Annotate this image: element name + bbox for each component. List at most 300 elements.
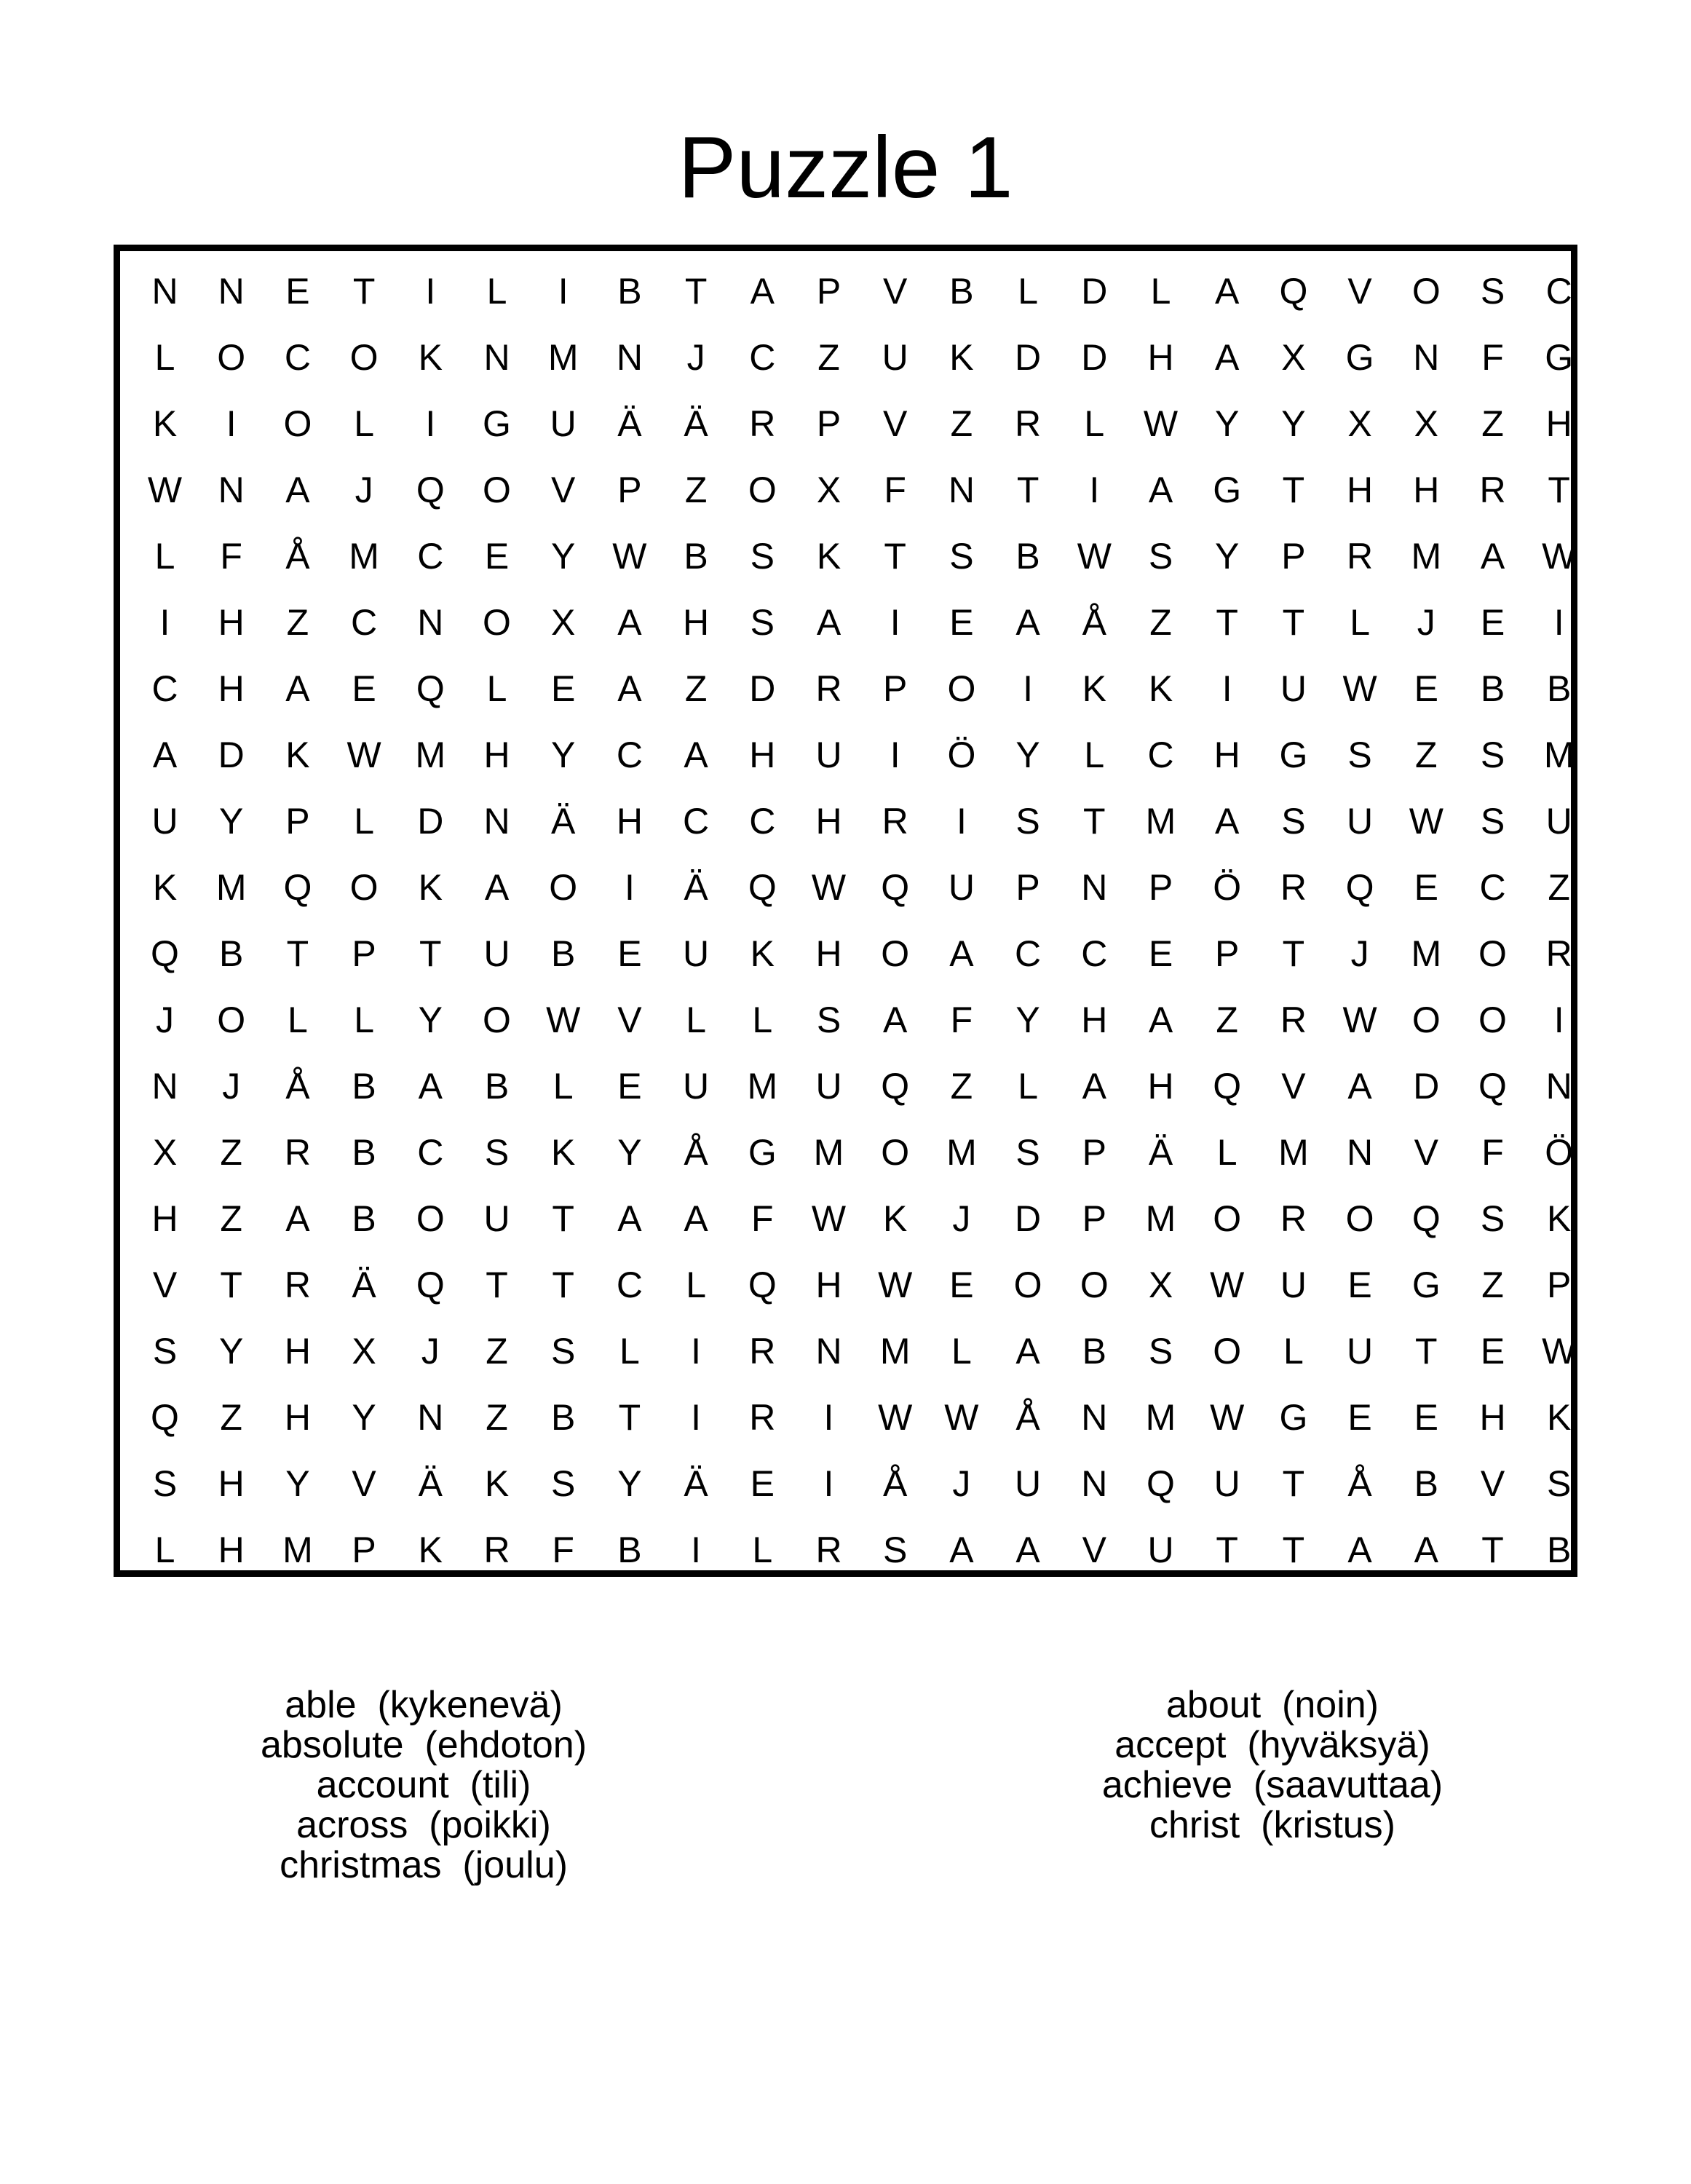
grid-cell[interactable]: Z [286,602,309,643]
grid-cell[interactable]: W [878,1397,913,1438]
grid-cell[interactable]: Z [950,403,973,444]
grid-cell[interactable]: S [1015,801,1040,842]
grid-cell[interactable]: J [355,470,373,510]
grid-cell[interactable]: K [1082,668,1106,709]
grid-cell[interactable]: S [484,1132,510,1173]
grid-cell[interactable]: F [220,536,242,577]
grid-cell[interactable]: J [952,1463,971,1504]
grid-cell[interactable]: V [352,1463,376,1504]
grid-cell[interactable]: G [1411,1265,1441,1305]
grid-cell[interactable]: L [154,536,175,577]
grid-cell[interactable]: T [552,1198,574,1239]
grid-cell[interactable]: B [617,271,642,312]
grid-cell[interactable]: B [1015,536,1040,577]
grid-cell[interactable]: V [1281,1066,1306,1107]
grid-cell[interactable]: M [1145,1397,1176,1438]
grid-cell[interactable]: P [617,470,642,510]
grid-cell[interactable]: I [425,271,436,312]
grid-cell[interactable]: Z [1415,735,1438,775]
grid-cell[interactable]: Å [1347,1463,1372,1504]
grid-cell[interactable]: Ö [1213,867,1242,908]
grid-cell[interactable]: F [552,1530,574,1570]
grid-cell[interactable]: M [1543,735,1575,775]
grid-cell[interactable]: L [553,1066,574,1107]
grid-cell[interactable]: R [483,1530,510,1570]
grid-cell[interactable]: Z [220,1198,242,1239]
grid-cell[interactable]: B [1414,1463,1438,1504]
grid-cell[interactable]: W [944,1397,979,1438]
grid-cell[interactable]: R [815,668,842,709]
grid-cell[interactable]: C [616,735,643,775]
grid-cell[interactable]: R [749,1331,776,1372]
grid-cell[interactable]: W [1542,536,1577,577]
grid-cell[interactable]: A [684,735,708,775]
grid-cell[interactable]: Q [283,867,312,908]
grid-cell[interactable]: T [1216,1530,1238,1570]
grid-cell[interactable]: A [1015,602,1040,643]
grid-cell[interactable]: M [1411,933,1442,974]
grid-cell[interactable]: L [354,1000,374,1040]
grid-cell[interactable]: C [683,801,710,842]
grid-cell[interactable]: U [1015,1463,1042,1504]
grid-cell[interactable]: M [547,337,579,378]
grid-cell[interactable]: Ö [947,735,976,775]
grid-cell[interactable]: D [417,801,444,842]
grid-cell[interactable]: Q [1345,867,1374,908]
grid-cell[interactable]: O [1213,1198,1242,1239]
grid-cell[interactable]: B [352,1066,376,1107]
grid-cell[interactable]: D [1081,271,1108,312]
grid-cell[interactable]: D [218,735,245,775]
grid-cell[interactable]: A [617,602,642,643]
grid-cell[interactable]: C [417,1132,444,1173]
grid-cell[interactable]: T [1548,470,1570,510]
grid-cell[interactable]: R [749,1397,776,1438]
grid-cell[interactable]: Q [416,470,445,510]
grid-cell[interactable]: S [750,536,775,577]
grid-cell[interactable]: I [823,1397,834,1438]
grid-cell[interactable]: M [747,1066,778,1107]
grid-cell[interactable]: M [813,1132,844,1173]
grid-cell[interactable]: B [352,1132,376,1173]
grid-cell[interactable]: E [1148,933,1173,974]
grid-cell[interactable]: N [948,470,975,510]
grid-cell[interactable]: P [816,271,841,312]
grid-cell[interactable]: N [1413,337,1440,378]
grid-cell[interactable]: Q [881,1066,910,1107]
grid-cell[interactable]: Q [416,668,445,709]
grid-cell[interactable]: Z [220,1397,242,1438]
grid-cell[interactable]: Y [219,1331,244,1372]
grid-cell[interactable]: K [1547,1397,1572,1438]
grid-cell[interactable]: J [686,337,705,378]
grid-cell[interactable]: E [352,668,376,709]
grid-cell[interactable]: N [815,1331,842,1372]
grid-cell[interactable]: O [748,470,777,510]
grid-cell[interactable]: X [1347,403,1372,444]
grid-cell[interactable]: K [418,1530,443,1570]
grid-cell[interactable]: V [1480,1463,1505,1504]
grid-cell[interactable]: L [154,337,175,378]
grid-cell[interactable]: T [552,1265,574,1305]
grid-cell[interactable]: S [1480,735,1505,775]
grid-cell[interactable]: U [683,1066,710,1107]
grid-cell[interactable]: B [684,536,708,577]
grid-cell[interactable]: X [1281,337,1306,378]
grid-cell[interactable]: O [349,337,379,378]
grid-cell[interactable]: L [1018,271,1038,312]
grid-cell[interactable]: R [1015,403,1042,444]
grid-cell[interactable]: C [749,801,776,842]
grid-cell[interactable]: R [1347,536,1374,577]
grid-cell[interactable]: G [483,403,511,444]
grid-cell[interactable]: V [617,1000,642,1040]
grid-cell[interactable]: L [686,1265,706,1305]
grid-cell[interactable]: Z [220,1132,242,1173]
grid-cell[interactable]: U [815,735,842,775]
grid-cell[interactable]: W [878,1265,913,1305]
grid-cell[interactable]: L [619,1331,640,1372]
grid-cell[interactable]: Z [1481,403,1504,444]
grid-cell[interactable]: L [1216,1132,1237,1173]
grid-cell[interactable]: A [1414,1530,1438,1570]
grid-cell[interactable]: K [949,337,974,378]
grid-cell[interactable]: C [616,1265,643,1305]
grid-cell[interactable]: N [417,602,444,643]
grid-cell[interactable]: H [218,602,245,643]
grid-cell[interactable]: J [1350,933,1369,974]
grid-cell[interactable]: O [1411,271,1441,312]
grid-cell[interactable]: E [949,602,974,643]
grid-cell[interactable]: M [1145,801,1176,842]
grid-cell[interactable]: S [152,1463,178,1504]
grid-cell[interactable]: O [1080,1265,1109,1305]
grid-cell[interactable]: Z [1149,602,1172,643]
grid-cell[interactable]: I [691,1397,702,1438]
grid-cell[interactable]: K [816,536,841,577]
grid-cell[interactable]: T [1282,1463,1305,1504]
grid-cell[interactable]: D [749,668,776,709]
grid-cell[interactable]: I [1023,668,1034,709]
grid-cell[interactable]: I [956,801,967,842]
grid-cell[interactable]: W [1077,536,1112,577]
grid-cell[interactable]: Q [748,1265,777,1305]
grid-cell[interactable]: R [1280,867,1307,908]
grid-cell[interactable]: A [1015,1530,1040,1570]
grid-cell[interactable]: Y [551,735,576,775]
grid-cell[interactable]: E [1414,1397,1438,1438]
grid-cell[interactable]: S [551,1331,576,1372]
grid-cell[interactable]: Y [1215,536,1240,577]
grid-cell[interactable]: T [1415,1331,1438,1372]
grid-cell[interactable]: R [815,1530,842,1570]
grid-cell[interactable]: E [750,1463,775,1504]
grid-cell[interactable]: M [349,536,379,577]
grid-cell[interactable]: T [1216,602,1238,643]
grid-cell[interactable]: I [890,602,900,643]
grid-cell[interactable]: Y [1015,735,1040,775]
grid-cell[interactable]: N [1081,1463,1108,1504]
grid-cell[interactable]: Z [486,1397,508,1438]
grid-cell[interactable]: K [152,403,178,444]
grid-cell[interactable]: N [218,271,245,312]
grid-cell[interactable]: Ä [684,403,708,444]
grid-cell[interactable]: T [1083,801,1106,842]
grid-cell[interactable]: N [218,470,245,510]
grid-cell[interactable]: C [151,668,178,709]
grid-cell[interactable]: O [1478,933,1507,974]
grid-cell[interactable]: J [952,1198,971,1239]
grid-cell[interactable]: I [558,271,569,312]
grid-cell[interactable]: B [1480,668,1505,709]
grid-cell[interactable]: E [1414,668,1438,709]
grid-cell[interactable]: L [1350,602,1370,643]
grid-cell[interactable]: E [1480,1331,1505,1372]
grid-cell[interactable]: I [1221,668,1232,709]
grid-cell[interactable]: F [884,470,906,510]
grid-cell[interactable]: R [284,1265,311,1305]
grid-cell[interactable]: R [1280,1000,1307,1040]
grid-cell[interactable]: O [283,403,312,444]
grid-cell[interactable]: B [949,271,974,312]
grid-cell[interactable]: P [1082,1198,1106,1239]
grid-cell[interactable]: A [1347,1530,1372,1570]
grid-cell[interactable]: Y [285,1463,310,1504]
grid-cell[interactable]: Z [1548,867,1570,908]
grid-cell[interactable]: K [418,337,443,378]
grid-cell[interactable]: A [484,867,510,908]
grid-cell[interactable]: A [1015,1331,1040,1372]
grid-cell[interactable]: U [815,1066,842,1107]
grid-cell[interactable]: C [351,602,378,643]
grid-cell[interactable]: N [483,801,510,842]
grid-cell[interactable]: W [1342,1000,1377,1040]
grid-cell[interactable]: W [147,470,183,510]
grid-cell[interactable]: S [1347,735,1372,775]
grid-cell[interactable]: T [1282,602,1305,643]
grid-cell[interactable]: N [1545,1066,1572,1107]
grid-cell[interactable]: Z [684,668,708,709]
grid-cell[interactable]: A [1082,1066,1106,1107]
grid-cell[interactable]: D [1015,337,1042,378]
grid-cell[interactable]: T [684,271,708,312]
grid-cell[interactable]: H [483,735,510,775]
grid-cell[interactable]: O [881,1132,910,1173]
grid-cell[interactable]: I [691,1530,702,1570]
grid-cell[interactable]: P [285,801,310,842]
grid-cell[interactable]: G [1545,337,1574,378]
grid-cell[interactable]: K [152,867,178,908]
grid-cell[interactable]: C [1081,933,1108,974]
grid-cell[interactable]: S [949,536,974,577]
grid-cell[interactable]: Y [1215,403,1240,444]
grid-cell[interactable]: K [750,933,775,974]
grid-cell[interactable]: P [352,933,376,974]
grid-cell[interactable]: U [1347,1331,1374,1372]
grid-cell[interactable]: Q [881,867,910,908]
grid-cell[interactable]: T [1481,1530,1504,1570]
grid-cell[interactable]: L [1283,1331,1304,1372]
grid-cell[interactable]: Y [1281,403,1306,444]
grid-cell[interactable]: Z [817,337,840,378]
grid-cell[interactable]: L [154,1530,175,1570]
grid-cell[interactable]: A [750,271,775,312]
grid-cell[interactable]: M [415,735,446,775]
grid-cell[interactable]: H [1545,403,1572,444]
grid-cell[interactable]: L [1084,735,1105,775]
grid-cell[interactable]: S [1480,1198,1505,1239]
grid-cell[interactable]: Ä [352,1265,376,1305]
grid-cell[interactable]: X [352,1331,376,1372]
grid-cell[interactable]: S [1480,801,1505,842]
grid-cell[interactable]: X [152,1132,178,1173]
grid-cell[interactable]: N [483,337,510,378]
grid-cell[interactable]: H [151,1198,178,1239]
grid-cell[interactable]: Q [748,867,777,908]
grid-cell[interactable]: E [1347,1397,1372,1438]
grid-cell[interactable]: O [549,867,578,908]
grid-cell[interactable]: F [751,1198,774,1239]
grid-cell[interactable]: G [1213,470,1242,510]
grid-cell[interactable]: B [617,1530,642,1570]
grid-cell[interactable]: B [1547,668,1572,709]
grid-cell[interactable]: S [816,1000,841,1040]
grid-cell[interactable]: L [752,1000,773,1040]
grid-cell[interactable]: U [1280,1265,1307,1305]
grid-cell[interactable]: C [749,337,776,378]
grid-cell[interactable]: W [1210,1265,1245,1305]
grid-cell[interactable]: Ä [684,1463,708,1504]
grid-cell[interactable]: H [1147,337,1174,378]
grid-cell[interactable]: M [215,867,247,908]
grid-cell[interactable]: U [882,337,908,378]
grid-cell[interactable]: A [883,1000,908,1040]
grid-cell[interactable]: O [483,470,511,510]
grid-cell[interactable]: V [551,470,576,510]
grid-cell[interactable]: A [949,1530,974,1570]
grid-cell[interactable]: A [1215,337,1240,378]
grid-cell[interactable]: Å [1082,602,1106,643]
grid-cell[interactable]: W [1210,1397,1245,1438]
grid-cell[interactable]: H [218,1463,245,1504]
grid-cell[interactable]: O [947,668,976,709]
grid-cell[interactable]: D [1015,1198,1042,1239]
grid-cell[interactable]: X [1148,1265,1173,1305]
grid-cell[interactable]: M [879,1331,911,1372]
grid-cell[interactable]: B [551,933,576,974]
grid-cell[interactable]: T [486,1265,508,1305]
grid-cell[interactable]: O [217,1000,246,1040]
grid-cell[interactable]: R [1545,933,1572,974]
grid-cell[interactable]: O [349,867,379,908]
grid-cell[interactable]: U [483,1198,510,1239]
grid-cell[interactable]: T [220,1265,242,1305]
grid-cell[interactable]: L [1084,403,1105,444]
grid-cell[interactable]: A [285,1198,310,1239]
grid-cell[interactable]: C [1147,735,1174,775]
grid-cell[interactable]: S [1480,271,1505,312]
grid-cell[interactable]: L [1018,1066,1038,1107]
grid-cell[interactable]: T [618,1397,641,1438]
grid-cell[interactable]: C [1545,271,1572,312]
grid-cell[interactable]: O [483,1000,511,1040]
grid-cell[interactable]: P [1082,1132,1106,1173]
grid-cell[interactable]: W [546,1000,581,1040]
grid-cell[interactable]: Q [1279,271,1308,312]
grid-cell[interactable]: I [226,403,237,444]
grid-cell[interactable]: Y [352,1397,376,1438]
grid-cell[interactable]: J [421,1331,440,1372]
grid-cell[interactable]: M [282,1530,313,1570]
grid-cell[interactable]: A [1215,271,1240,312]
grid-cell[interactable]: W [1542,1331,1577,1372]
grid-cell[interactable]: F [1481,337,1504,378]
grid-cell[interactable]: V [1082,1530,1106,1570]
grid-cell[interactable]: B [219,933,244,974]
grid-cell[interactable]: B [484,1066,510,1107]
grid-cell[interactable]: O [483,602,511,643]
grid-cell[interactable]: A [617,1198,642,1239]
grid-cell[interactable]: U [1147,1530,1174,1570]
grid-cell[interactable]: I [691,1331,702,1372]
grid-cell[interactable]: V [883,403,908,444]
grid-cell[interactable]: A [152,735,178,775]
grid-cell[interactable]: E [617,1066,642,1107]
grid-cell[interactable]: A [1347,1066,1372,1107]
grid-cell[interactable]: Y [1015,1000,1040,1040]
grid-cell[interactable]: A [949,933,974,974]
grid-cell[interactable]: T [1016,470,1039,510]
grid-cell[interactable]: H [1213,735,1240,775]
grid-cell[interactable]: B [1547,1530,1572,1570]
grid-cell[interactable]: I [1089,470,1100,510]
grid-cell[interactable]: C [417,536,444,577]
grid-cell[interactable]: P [1547,1265,1572,1305]
grid-cell[interactable]: Z [1216,1000,1238,1040]
grid-cell[interactable]: E [484,536,510,577]
grid-cell[interactable]: Ä [684,867,708,908]
grid-cell[interactable]: H [284,1331,311,1372]
grid-cell[interactable]: L [752,1530,773,1570]
grid-cell[interactable]: L [1150,271,1171,312]
grid-cell[interactable]: K [551,1132,576,1173]
grid-cell[interactable]: V [1347,271,1372,312]
grid-cell[interactable]: Å [1015,1397,1040,1438]
grid-cell[interactable]: Ä [617,403,642,444]
grid-cell[interactable]: B [352,1198,376,1239]
grid-cell[interactable]: Y [617,1463,642,1504]
grid-cell[interactable]: U [550,403,577,444]
grid-cell[interactable]: Y [418,1000,443,1040]
grid-cell[interactable]: O [217,337,246,378]
grid-cell[interactable]: E [1414,867,1438,908]
grid-cell[interactable]: N [151,1066,178,1107]
grid-cell[interactable]: U [1545,801,1572,842]
grid-cell[interactable]: I [425,403,436,444]
grid-cell[interactable]: H [815,933,842,974]
grid-cell[interactable]: H [284,1397,311,1438]
grid-cell[interactable]: F [1481,1132,1504,1173]
grid-cell[interactable]: H [218,1530,245,1570]
grid-cell[interactable]: K [285,735,310,775]
grid-cell[interactable]: P [1015,867,1040,908]
grid-cell[interactable]: T [352,271,376,312]
grid-cell[interactable]: Q [416,1265,445,1305]
grid-cell[interactable]: P [352,1530,376,1570]
grid-cell[interactable]: U [948,867,975,908]
grid-cell[interactable]: U [683,933,710,974]
grid-cell[interactable]: M [1278,1132,1309,1173]
